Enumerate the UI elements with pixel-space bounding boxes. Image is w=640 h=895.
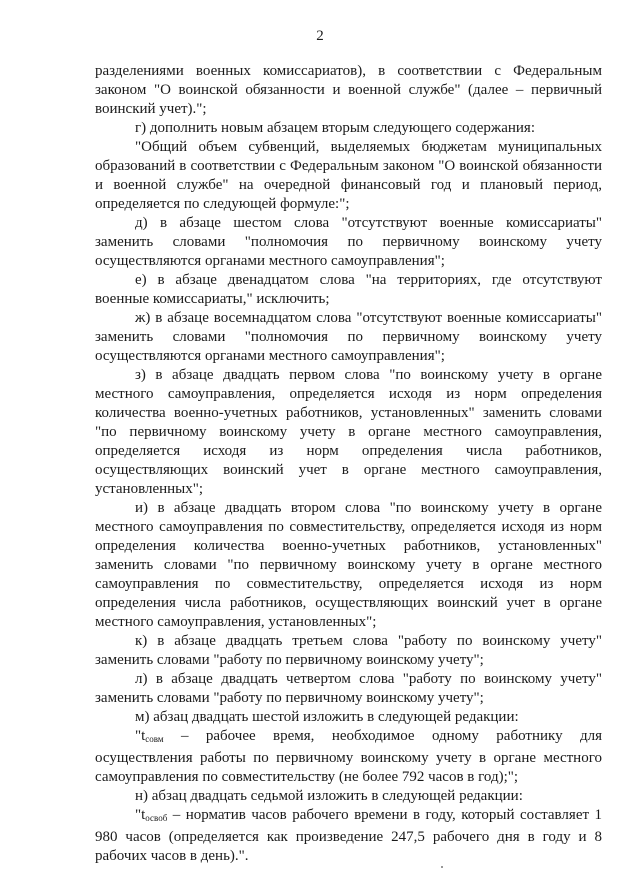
formula-symbol: "t [135,807,146,823]
document-body [95,62,602,866]
scan-speck [441,866,443,868]
paragraph: и) в абзаце двадцать втором слова "по воинскому учету в органе местного самоуправления по совместительству, определяется исходя из норм определения количества военно-учетных работников, установленных" заменить словами "по первичному воинскому учету в органе местного самоуправления по совместительству, определяется исходя из норм определения числа работников, осуществляющих воинский учет в органе местного самоуправления, установленных"; [95,500,602,630]
formula-definition-paragraph [95,806,602,866]
paragraph: ж) в абзаце восемнадцатом слова "отсутствуют военные комиссариаты" заменить словами "полномочия по первичному воинскому учету осуществляются органами местного самоуправления"; [95,310,602,364]
paragraph: разделениями военных комиссариатов), в соответствии с Федеральным законом "О воинской обязанности и военной службе" (далее – первичный воинский учет)."; [95,63,602,117]
formula-subscript: совм [145,734,164,744]
paragraph: "Общий объем субвенций, выделяемых бюджетам муниципальных образований в соответствии с Федеральным законом "О воинской обязанности и военной службе" на очередной финансовый год и плановый период, определяется по следующей формуле:"; [95,139,602,212]
paragraph: г) дополнить новым абзацем вторым следующего содержания: [135,120,535,136]
paragraph: д) в абзаце шестом слова "отсутствуют военные комиссариаты" заменить словами "полномочия по первичному воинскому учету осуществляются органами местного самоуправления"; [95,215,602,269]
paragraph: з) в абзаце двадцать первом слова "по воинскому учету в органе местного самоуправления, определяется исходя из норм определения количества военно-учетных работников, установленных" заменить словами "по первичному воинскому учету в органе местного самоуправления, определяется исходя из норм определения числа работников, осуществляющих воинский учет в органе местного самоуправления, установленных"; [95,367,602,497]
paragraph: н) абзац двадцать седьмой изложить в следующей редакции: [135,788,523,804]
page-number: 2 [316,28,324,44]
formula-definition-paragraph [95,727,602,787]
formula-symbol: "t [135,728,146,744]
formula-definition-text: – рабочее время, необходимое одному работнику для осуществления работы по первичному воинскому учету в органе местного самоуправления по совместительству (не более 792 часов в год);"; [95,728,602,785]
paragraph: м) абзац двадцать шестой изложить в следующей редакции: [135,709,519,725]
paragraph: л) в абзаце двадцать четвертом слова "работу по воинскому учету" заменить словами "работу по первичному воинскому учету"; [95,671,602,706]
formula-subscript: освоб [145,813,168,823]
paragraph: е) в абзаце двенадцатом слова "на территориях, где отсутствуют военные комиссариаты," исключить; [95,272,602,307]
paragraph: к) в абзаце двадцать третьем слова "работу по воинскому учету" заменить словами "работу по первичному воинскому учету"; [95,633,602,668]
formula-definition-text: – норматив часов рабочего времени в году, который составляет 1 980 часов (определяется как произведение 247,5 рабочего дня в году и 8 рабочих часов в день).". [95,807,602,864]
